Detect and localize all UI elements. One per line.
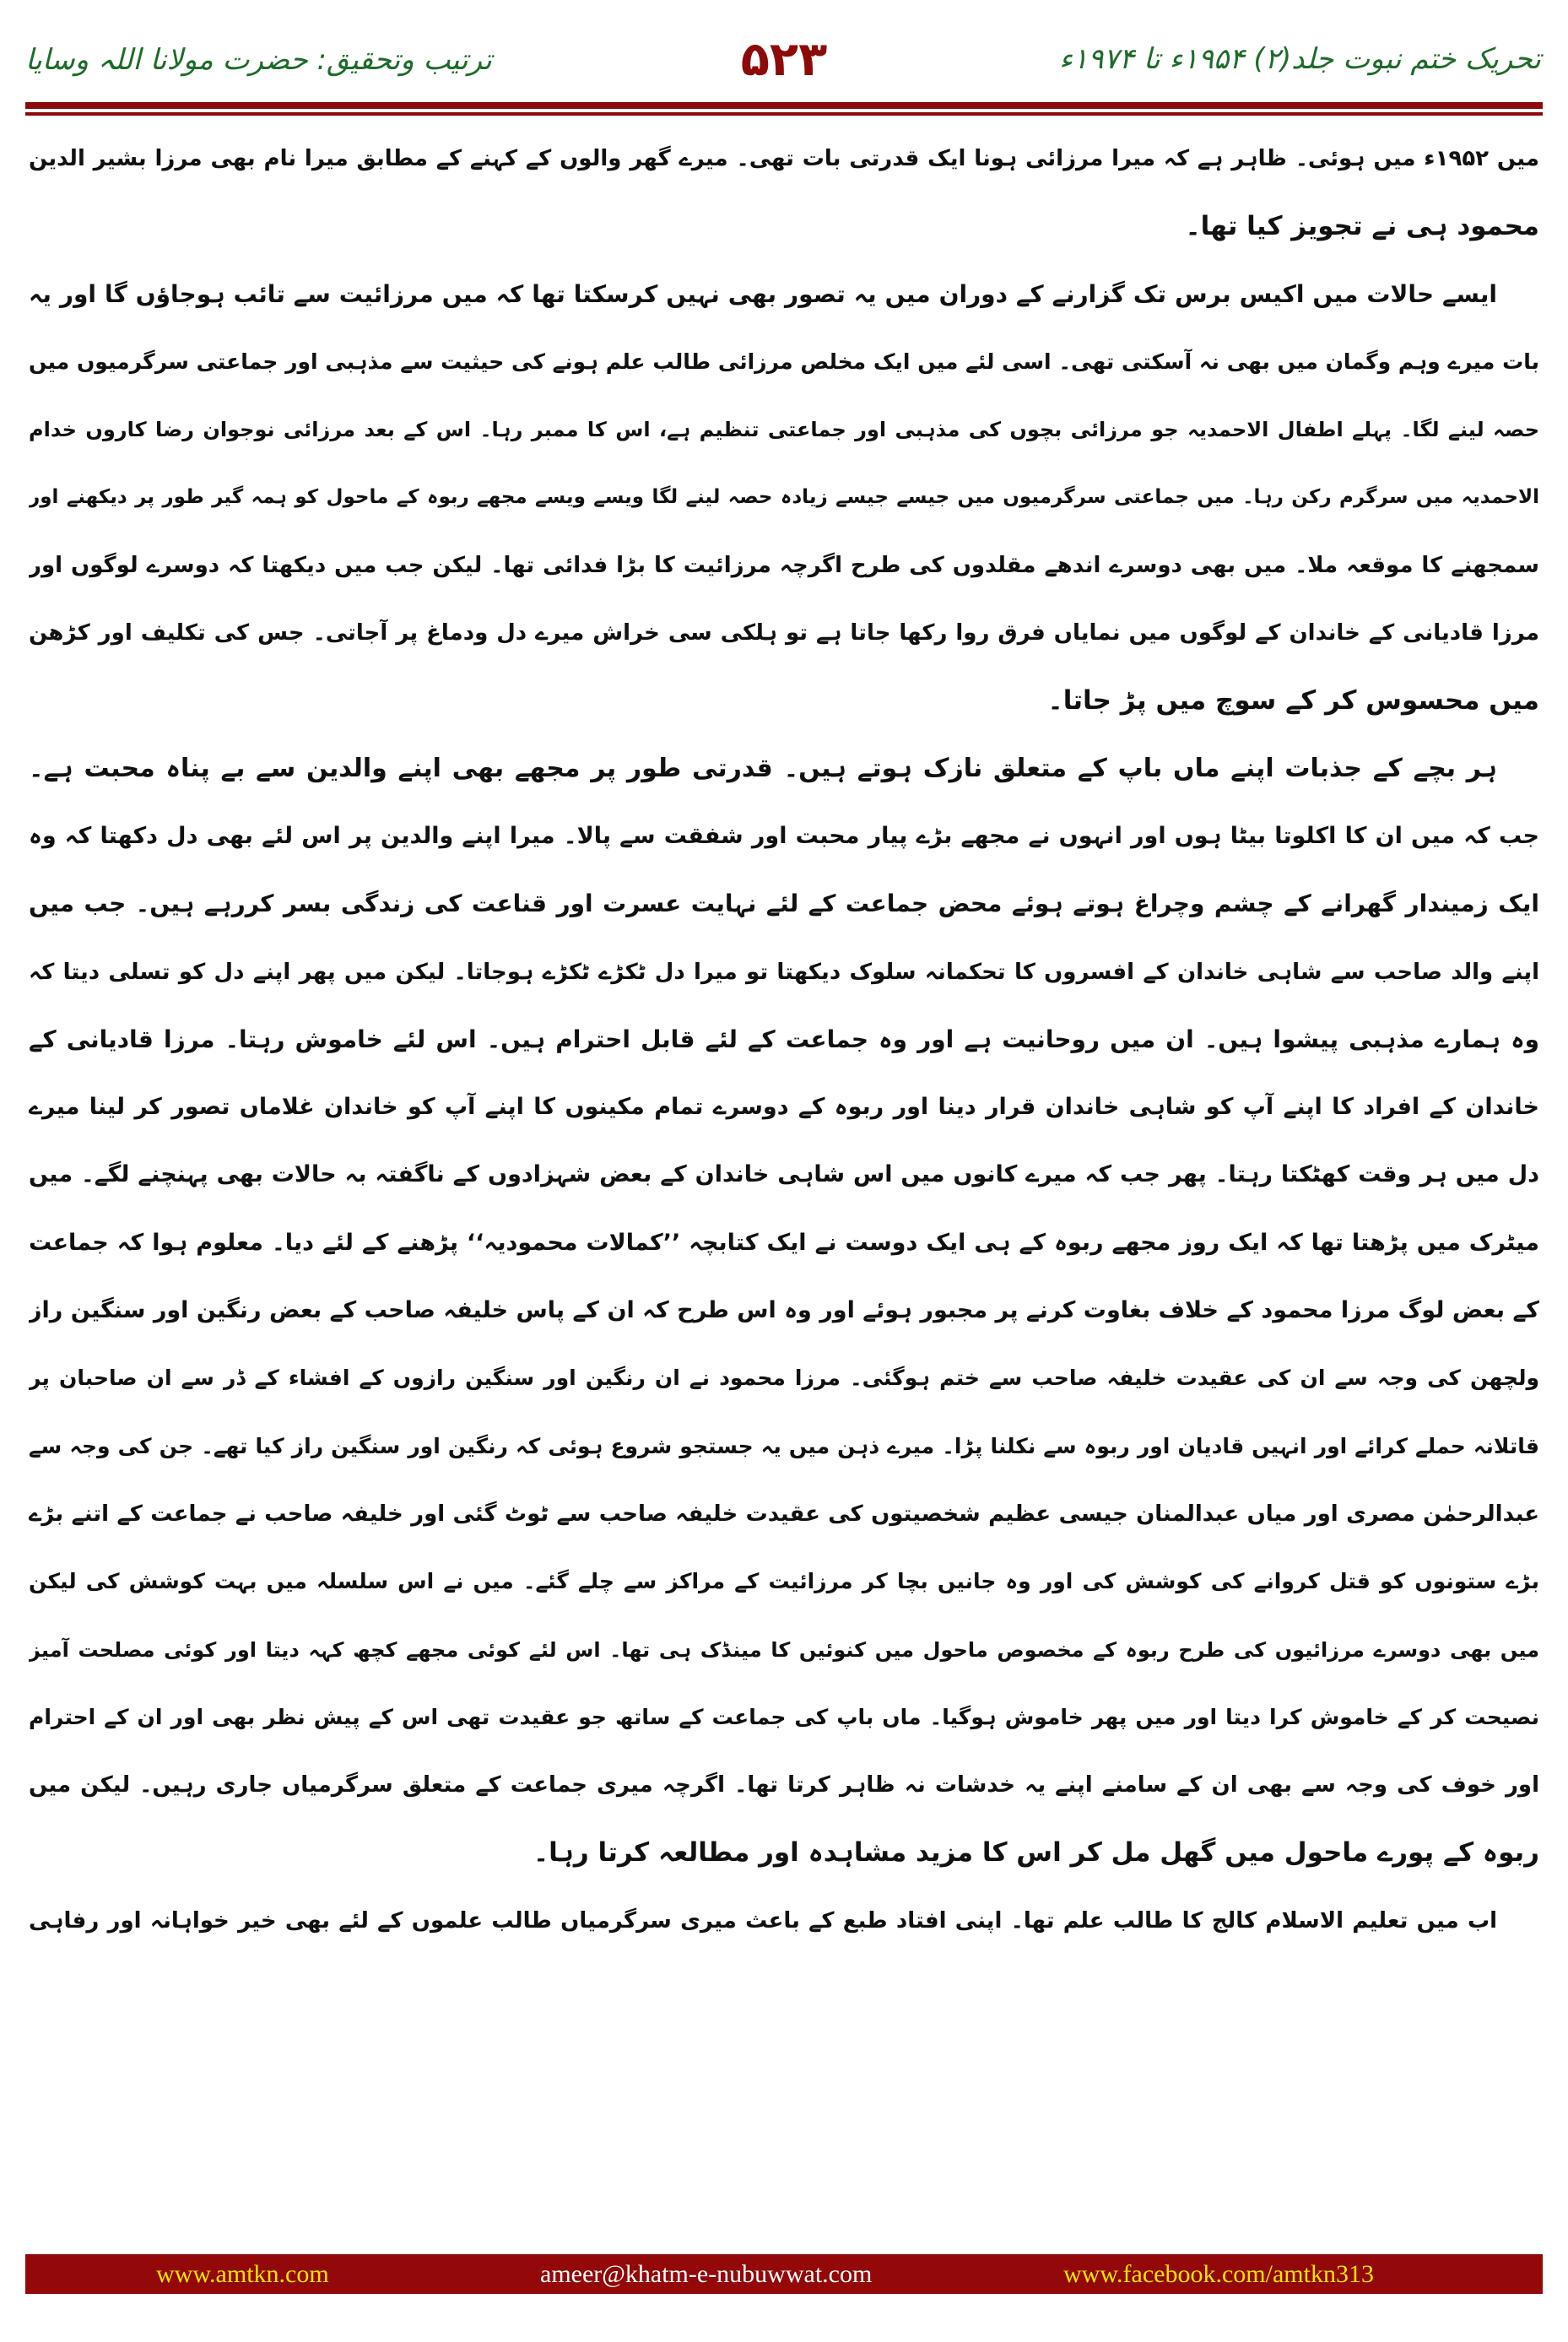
text-line: عبدالرحمٰن مصری اور میاں عبدالمنان جیسی عظیم شخصیتوں کی عقیدت خلیفہ صاحب سے ٹوٹ گئی اور خلیفہ صاحب نے جماعت کے اتنے بڑے xyxy=(29,1501,1539,1527)
text-line: حصہ لینے لگا۔ پہلے اطفال الاحمدیہ جو مرزائی بچوں کی مذہبی اور جماعتی تنظیم ہے، اس کا ممبر رہا۔ اس کے بعد مرزائی نوجوان رضا کاروں خدام xyxy=(29,418,1539,442)
text-line: محمود ہی نے تجویز کیا تھا۔ xyxy=(1185,211,1539,242)
text-line: میں بھی دوسرے مرزائیوں کی طرح ربوہ کے مخصوص ماحول میں کنوئیں کا مینڈک ہی تھا۔ اس لئے کوئی مجھے کچھ کہہ دیتا اور کوئی مصلحت آمیز xyxy=(29,1637,1539,1662)
header-rule-thick xyxy=(25,102,1543,109)
text-line: مرزا قادیانی کے خاندان کے لوگوں میں نمایاں فرق روا رکھا جاتا ہے تو ہلکی سی خراش میرے دل ودماغ پر آجاتی۔ جس کی تکلیف اور کڑھن xyxy=(29,620,1539,646)
book-title: تحریک ختم نبوت جلد(۲) ۱۹۵۴ء تا ۱۹۷۴ء xyxy=(1059,42,1541,76)
text-line: بڑے ستونوں کو قتل کروانے کی کوشش کی اور وہ جانیں بچا کر مرزائیت کے مراکز سے چلے گئے۔ میں نے اس سلسلہ میں بہت کوشش کی لیکن xyxy=(29,1569,1539,1594)
facebook-link[interactable]: www.facebook.com/amtkn313 xyxy=(1063,2259,1374,2288)
text-line: ایسے حالات میں اکیس برس تک گزارنے کے دوران میں یہ تصور بھی نہیں کرسکتا تھا کہ میں مرزائیت سے تائب ہوجاؤں گا اور یہ xyxy=(29,279,1497,308)
text-line: ربوہ کے پورے ماحول میں گھل مل کر اس کا مزید مشاہدہ اور مطالعہ کرتا رہا۔ xyxy=(533,1837,1539,1869)
text-line: بات میرے وہم وگمان میں بھی نہ آسکتی تھی۔ اسی لئے میں ایک مخلص مرزائی طالب علم ہونے کی حیثیت سے مذہبی اور جماعتی سرگرمیوں میں xyxy=(29,349,1539,374)
text-line: ہر بچے کے جذبات اپنے ماں باپ کے متعلق نازک ہوتے ہیں۔ قدرتی طور پر مجھے بھی اپنے والدین سے بے پناہ محبت ہے۔ xyxy=(29,753,1497,783)
text-line: اور خوف کی وجہ سے بھی ان کے سامنے اپنے یہ خدشات نہ ظاہر کرتا تھا۔ اگرچہ میری جماعت کے متعلق سرگرمیاں جاری رہیں۔ لیکن میں xyxy=(29,1772,1539,1798)
text-line: اب میں تعلیم الاسلام کالج کا طالب علم تھا۔ اپنی افتاد طبع کے باعث میری سرگرمیاں طالب علموں کے لئے بھی خیر خواہانہ اور رفاہی xyxy=(29,1907,1497,1934)
text-line: میں ۱۹۵۲ء میں ہوئی۔ ظاہر ہے کہ میرا مرزائی ہونا ایک قدرتی بات تھی۔ میرے گھر والوں کے کہنے کے مطابق میرا نام بھی مرزا بشیر الدین xyxy=(29,146,1539,171)
text-line: دل میں ہر وقت کھٹکتا رہتا۔ پھر جب کہ میرے کانوں میں اس شاہی خاندان کے بعض شہزادوں کے ناگفتہ بہ حالات بھی پہنچنے لگے۔ میں xyxy=(29,1161,1539,1188)
text-line: کے بعض لوگ مرزا محمود کے خلاف بغاوت کرنے پر مجبور ہوئے اور وہ اس طرح کہ ان کے پاس خلیفہ صاحب کے بعض رنگین اور سنگین راز xyxy=(29,1297,1539,1324)
text-line: ایک زمیندار گھرانے کے چشم وچراغ ہوتے ہوئے محض جماعت کے لئے نہایت عسرت اور قناعت کی زندگی بسر کررہے ہیں۔ جب میں xyxy=(29,890,1539,918)
email-link[interactable]: ameer@khatm-e-nubuwwat.com xyxy=(540,2259,873,2288)
text-line: میٹرک میں پڑھتا تھا کہ ایک روز مجھے ربوہ کے ہی ایک دوست نے ایک کتابچہ ’’کمالات محمودیہ‘‘ پڑھنے کے لئے دیا۔ معلوم ہوا کہ جماعت xyxy=(29,1229,1539,1256)
page-body xyxy=(29,125,1539,1955)
footer-bar xyxy=(25,2254,1543,2294)
text-line: جب کہ میں ان کا اکلوتا بیٹا ہوں اور انہوں نے مجھے بڑے پیار محبت اور شفقت سے پالا۔ میرا اپنے والدین پر اس لئے بھی دل دکھتا کہ وہ xyxy=(29,822,1539,849)
website-link[interactable]: www.amtkn.com xyxy=(156,2259,329,2288)
text-line: ولچھن کی وجہ سے ان کی عقیدت خلیفہ صاحب سے ختم ہوگئی۔ مرزا محمود نے ان رنگین اور سنگین رازوں کے افشاء کے ڈر سے ان صاحبان پر xyxy=(29,1366,1539,1391)
text-line: خاندان کے افراد کا اپنے آپ کو شاہی خاندان قرار دینا اور ربوہ کے دوسرے تمام مکینوں کا اپنے آپ کو خاندان غلاماں تصور کر لینا میرے xyxy=(29,1094,1539,1121)
text-line: اپنے والد صاحب سے شاہی خاندان کے افسروں کا تحکمانہ سلوک دیکھتا تو میرا دل ٹکڑے ٹکڑے ہوجاتا۔ لیکن میں پھر اپنے دل کو تسلی دیتا کہ xyxy=(29,959,1539,985)
text-line: نصیحت کر کے خاموش کرا دیتا اور میں پھر خاموش ہوگیا۔ ماں باپ کی جماعت کے ساتھ جو عقیدت تھی اس کے پیش نظر بھی اور ان کے احترام xyxy=(29,1704,1539,1729)
compiler-credit: ترتیب وتحقیق: حضرت مولانا اللہ وسایا xyxy=(25,42,492,77)
text-line: سمجھنے کا موقعہ ملا۔ میں بھی دوسرے اندھے مقلدوں کی طرح اگرچہ مرزائیت کا بڑا فدائی تھا۔ لیکن جب میں دیکھتا کہ دوسرے لوگوں اور xyxy=(29,552,1539,578)
text-line: میں محسوس کر کے سوچ میں پڑ جاتا۔ xyxy=(1047,685,1539,717)
text-line: الاحمدیہ میں سرگرم رکن رہا۔ میں جماعتی سرگرمیوں میں جیسے جیسے زیادہ حصہ لینے لگا ویسے ویسے مجھے ربوہ کے ماحول کو ہمہ گیر طور پر دیکھنے اور xyxy=(29,486,1539,509)
page-number: ۵۲۳ xyxy=(740,31,828,87)
header-rule-thin xyxy=(25,112,1543,116)
text-line: وہ ہمارے مذہبی پیشوا ہیں۔ ان میں روحانیت ہے اور وہ جماعت کے لئے قابل احترام ہیں۔ اس لئے خاموش رہتا۔ مرزا قادیانی کے xyxy=(29,1025,1539,1053)
text-line: قاتلانہ حملے کرائے اور انہیں قادیان اور ربوہ سے نکلنا پڑا۔ میرے ذہن میں یہ جستجو شروع ہوئی کہ رنگین اور سنگین راز کیا تھے۔ جن کی وجہ سے xyxy=(29,1433,1539,1458)
